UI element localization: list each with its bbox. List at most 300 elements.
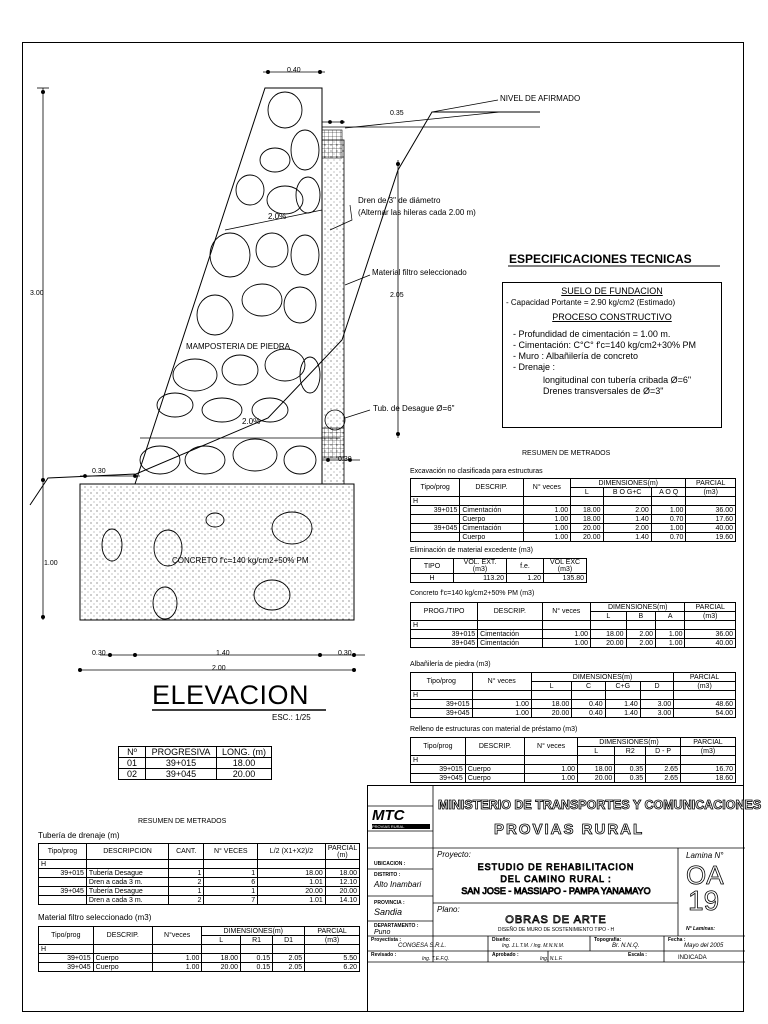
table-header: DIMENSIONES(m) <box>571 479 686 488</box>
distrito-label: DISTRITO : <box>374 872 401 878</box>
table-cell: 39+015 <box>146 758 217 769</box>
table-cell: 2.65 <box>646 774 681 783</box>
provincia-label: PROVINCIA : <box>374 900 405 906</box>
table-header: C <box>572 682 605 691</box>
table-cell: 16.70 <box>680 765 735 774</box>
mtc-logo-sub: PROVIAS RURAL <box>372 824 430 829</box>
filtro-table <box>38 926 360 972</box>
table-row <box>411 515 736 524</box>
departamento-label: DEPARTAMENTO : <box>374 923 419 929</box>
table-cell: 20.00 <box>571 524 603 533</box>
table-header: C+G <box>605 682 640 691</box>
table-cell: 20.00 <box>531 709 571 718</box>
filtro-caption: Material filtro seleccionado (m3) <box>38 913 152 922</box>
table-header: A <box>656 612 685 621</box>
provias-title: PROVIAS RURAL <box>494 821 645 838</box>
table-header: DESCRIP. <box>460 479 523 497</box>
mtc-logo <box>372 808 430 828</box>
table-cell: 39+045 <box>411 774 466 783</box>
table-cell: 18.00 <box>531 700 571 709</box>
resumen-left-title: RESUMEN DE METRADOS <box>138 818 227 825</box>
t3-caption: Concreto f'c=140 kg/cm2+50% PM (m3) <box>410 590 535 597</box>
table-cell: 18.00 <box>591 630 627 639</box>
table-header: VOL. EXT. (m3) <box>454 559 507 574</box>
table-header: R2 <box>615 747 646 756</box>
table-header: DESCRIP. <box>93 927 152 945</box>
table-cell: 1 <box>204 887 258 896</box>
table-header: DESCRIP. <box>478 603 542 621</box>
table-cell: 17.60 <box>686 515 736 524</box>
table-row <box>411 639 736 648</box>
table-header: PROG./TIPO <box>411 603 478 621</box>
elevacion-scale: ESC.: 1/25 <box>272 713 311 722</box>
table-cell: 39+015 <box>39 869 87 878</box>
table-cell: 18.00 <box>571 506 603 515</box>
table-cell: Tubería Desague <box>86 887 168 896</box>
diseno-value: Ing. J.L.T.M. / Ing. M.N.N.M. <box>502 943 565 949</box>
dim-205: 2.05 <box>390 292 404 299</box>
table-row <box>411 621 736 630</box>
specs-line-1: - Profundidad de cimentación = 1.00 m. <box>513 329 671 339</box>
table-cell: 0.15 <box>241 963 273 972</box>
dim-bot-140: 1.40 <box>216 650 230 657</box>
proyectista-value: CONGESA S.R.L. <box>398 943 447 949</box>
table-cell: 1.00 <box>523 515 571 524</box>
table-header: DESCRIPCION <box>86 844 168 860</box>
specs-proceso: PROCESO CONSTRUCTIVO <box>552 312 672 322</box>
table-header: DIMENSIONES(m) <box>577 738 680 747</box>
table-header: (m3) <box>674 682 736 691</box>
table-cell: 39+045 <box>411 709 473 718</box>
ubicacion-label: UBICACION : <box>374 861 406 867</box>
table-cell: 1 <box>169 887 204 896</box>
table-header: PARCIAL <box>680 738 735 747</box>
table-row <box>39 878 360 887</box>
table-cell: 14.10 <box>325 896 359 905</box>
table-header: B O G+C <box>603 488 651 497</box>
table-header: R1 <box>241 936 273 945</box>
table-cell: 02 <box>119 769 146 780</box>
table-header: DIMENSIONES(m) <box>531 673 673 682</box>
table-row <box>411 497 736 506</box>
label-dren-2: (Alternar las hileras cada 2.00 m) <box>358 208 476 217</box>
table-cell: 39+045 <box>39 887 87 896</box>
table-cell: 18.00 <box>258 869 326 878</box>
table-cell: 39+045 <box>411 639 478 648</box>
table-header: D - P <box>646 747 681 756</box>
table-cell: 1.01 <box>258 896 326 905</box>
table-header: Tipo/prog <box>39 844 87 860</box>
table-cell: 1.40 <box>603 533 651 542</box>
t5-caption: Relleno de estructuras con material de préstamo (m3) <box>410 726 578 733</box>
dim-bot-200: 2.00 <box>212 665 226 672</box>
table-header: TIPO <box>411 559 454 574</box>
table-cell: 18.00 <box>202 954 241 963</box>
table-cell: 1.00 <box>656 639 685 648</box>
dim-030-left: 0.30 <box>92 468 106 475</box>
table-header: PROGRESIVA <box>146 747 217 758</box>
table-header: Tipo/prog <box>411 738 466 756</box>
table-row <box>411 574 587 583</box>
table-cell: 39+015 <box>411 765 466 774</box>
table-header: N° veces <box>542 603 590 621</box>
table-cell: 0.35 <box>615 765 646 774</box>
table-cell: 36.00 <box>685 630 736 639</box>
table-cell: 40.00 <box>685 639 736 648</box>
table-row <box>39 887 360 896</box>
table-header: N° veces <box>523 479 571 497</box>
lamina-number: 19 <box>688 885 720 916</box>
table-cell: 1.00 <box>525 774 578 783</box>
table-cell: 1.00 <box>525 765 578 774</box>
provincia-value: Sandia <box>374 907 403 917</box>
albanileria-table <box>410 672 736 718</box>
table-cell: 36.00 <box>686 506 736 515</box>
table-cell: 18.00 <box>217 758 272 769</box>
table-header: Tipo/prog <box>411 673 473 691</box>
table-header: PARCIAL <box>685 603 736 612</box>
table-cell: 39+015 <box>411 700 473 709</box>
table-cell: 54.00 <box>674 709 736 718</box>
drain-gravel-top <box>322 130 342 158</box>
progresiva-table <box>118 746 272 780</box>
table-cell: 2 <box>169 878 204 887</box>
specs-title: ESPECIFICACIONES TECNICAS <box>509 252 692 266</box>
dim-100: 1.00 <box>44 560 58 567</box>
table-cell: 6.20 <box>305 963 360 972</box>
table-header: PARCIAL <box>674 673 736 682</box>
table-cell: Dren a cada 3 m. <box>86 896 168 905</box>
table-row <box>39 860 360 869</box>
escala-value: INDICADA <box>678 955 707 961</box>
table-cell: 1.00 <box>472 700 531 709</box>
table-cell: 18.60 <box>680 774 735 783</box>
proyecto-label: Proyecto: <box>437 850 471 859</box>
table-header: DESCRIP. <box>465 738 524 756</box>
table-cell: 2.00 <box>603 506 651 515</box>
lamina-code: OA <box>686 860 724 890</box>
departamento-value: Puno <box>374 929 391 936</box>
table-cell: H <box>411 497 460 506</box>
table-row <box>411 774 736 783</box>
table-cell: 20.00 <box>202 963 241 972</box>
table-cell <box>411 515 460 524</box>
table-cell: H <box>411 756 466 765</box>
revisado-value: Ing. T.E.F.Q. <box>422 956 450 962</box>
table-cell: H <box>411 574 454 583</box>
table-row <box>119 769 272 780</box>
table-row <box>39 869 360 878</box>
table-cell: Cuerpo <box>460 515 523 524</box>
specs-line-2: - Cimentación: C°C° f'c=140 kg/cm2+30% PM <box>513 340 696 350</box>
table-cell: 39+015 <box>39 954 94 963</box>
table-header: L/2 (X1+X2)/2 <box>258 844 326 860</box>
plano-value: OBRAS DE ARTE <box>505 914 607 926</box>
table-cell: 0.15 <box>241 954 273 963</box>
table-header: A O Q <box>651 488 686 497</box>
dim-bot-030b: 0.30 <box>338 650 352 657</box>
table-cell: 12.10 <box>325 878 359 887</box>
table-cell: 2.00 <box>626 639 655 648</box>
title-block <box>367 785 762 1012</box>
table-cell: Cimentación <box>460 524 523 533</box>
table-header: (m3) <box>680 747 735 756</box>
table-header: f.e. <box>507 559 544 574</box>
label-mamposteria: MAMPOSTERIA DE PIEDRA <box>186 342 291 351</box>
table-row <box>411 524 736 533</box>
specs-line-4: - Drenaje : <box>513 362 556 372</box>
label-slope-lower: 2.0% <box>242 417 261 426</box>
proyectista-label: Proyectista : <box>371 937 402 943</box>
table-header: Tipo/prog <box>411 479 460 497</box>
topografia-label: Topografia: <box>594 937 622 943</box>
table-cell: 135.80 <box>544 574 587 583</box>
excavacion-table <box>410 478 736 542</box>
label-filtro: Material filtro seleccionado <box>372 268 467 277</box>
escala-label: Escala : <box>628 952 647 958</box>
table-header: (m3) <box>686 488 736 497</box>
table-row <box>39 963 360 972</box>
table-row <box>411 603 736 612</box>
table-header: N° veces <box>525 738 578 756</box>
table-cell: 0.40 <box>572 700 605 709</box>
label-concreto: CONCRETO f'c=140 kg/cm2+50% PM <box>172 556 309 565</box>
aprobado-value: Ing. N.L.F. <box>540 956 563 962</box>
table-cell: 1.00 <box>152 963 202 972</box>
table-cell: 19.60 <box>686 533 736 542</box>
specs-box <box>502 282 722 428</box>
table-cell: 7 <box>204 896 258 905</box>
table-header: DIMENSIONES(m) <box>202 927 305 936</box>
table-cell: 1.00 <box>542 630 590 639</box>
table-header: L <box>531 682 571 691</box>
table-cell: 1.40 <box>603 515 651 524</box>
table-cell: 2.00 <box>626 630 655 639</box>
dim-035: 0.35 <box>390 110 404 117</box>
elevacion-title: ELEVACION <box>152 680 310 710</box>
table-row <box>39 844 360 860</box>
table-cell <box>411 533 460 542</box>
table-cell: 18.00 <box>325 869 359 878</box>
revisado-label: Revisado : <box>371 952 397 958</box>
specs-line-3: - Muro : Albañilería de concreto <box>513 351 639 361</box>
table-cell: Cuerpo <box>93 954 152 963</box>
table-header: Nº <box>119 747 146 758</box>
table-header: Tipo/prog <box>39 927 94 945</box>
table-cell: 20.00 <box>325 887 359 896</box>
table-cell: 6 <box>204 878 258 887</box>
table-cell: 1.40 <box>605 709 640 718</box>
table-cell: 2.00 <box>603 524 651 533</box>
table-cell: 1.00 <box>656 630 685 639</box>
distrito-value: Alto Inambari <box>374 880 422 889</box>
specs-capacidad: - Capacidad Portante = 2.90 kg/cm2 (Estimado) <box>506 298 676 307</box>
table-cell: Cimentación <box>478 639 542 648</box>
table-cell: H <box>39 945 94 954</box>
table-cell: Dren a cada 3 m. <box>86 878 168 887</box>
label-nivel-afirmado: NIVEL DE AFIRMADO <box>500 94 581 103</box>
table-header: PARCIAL (m) <box>325 844 359 860</box>
table-cell: 1.00 <box>523 524 571 533</box>
table-cell: Cuerpo <box>465 774 524 783</box>
table-cell: 1.00 <box>523 506 571 515</box>
table-header: B <box>626 612 655 621</box>
table-cell: 5.50 <box>305 954 360 963</box>
resumen-right-title: RESUMEN DE METRADOS <box>522 450 611 457</box>
table-row <box>411 533 736 542</box>
table-header: VOL EXC (m3) <box>544 559 587 574</box>
table-header: L <box>591 612 627 621</box>
label-slope-upper: 2.0% <box>268 212 287 221</box>
table-cell: Cimentación <box>478 630 542 639</box>
table-row <box>119 758 272 769</box>
dim-030-right: 0.30 <box>338 456 352 463</box>
table-cell: 1.20 <box>507 574 544 583</box>
proyecto-line-1: ESTUDIO DE REHABILITACION <box>477 862 635 872</box>
table-cell: 113.20 <box>454 574 507 583</box>
table-cell: 0.70 <box>651 533 686 542</box>
table-row <box>411 691 736 700</box>
table-cell: H <box>411 691 473 700</box>
table-cell: 0.35 <box>615 774 646 783</box>
table-cell: 0.40 <box>572 709 605 718</box>
dim-top-width: 0.40 <box>287 67 301 74</box>
table-header: PARCIAL <box>686 479 736 488</box>
mtc-logo-text: MTC <box>372 807 405 824</box>
table-header: PARCIAL <box>305 927 360 936</box>
table-cell: 39+045 <box>146 769 217 780</box>
dim-300: 3.00 <box>30 290 44 297</box>
table-cell: H <box>39 860 87 869</box>
table-cell: 1.01 <box>258 878 326 887</box>
table-cell: 2.05 <box>273 954 305 963</box>
table-cell: 18.00 <box>577 765 614 774</box>
table-row <box>411 700 736 709</box>
table-cell: Cuerpo <box>460 533 523 542</box>
t4-caption: Albañilería de piedra (m3) <box>410 661 491 668</box>
fecha-label: Fecha : <box>668 937 686 943</box>
table-cell <box>39 896 87 905</box>
table-row <box>39 896 360 905</box>
specs-suelo: SUELO DE FUNDACION <box>561 286 663 296</box>
table-row <box>411 709 736 718</box>
plano-label: Plano: <box>437 905 460 914</box>
table-cell: 20.00 <box>571 533 603 542</box>
table-cell: H <box>411 621 478 630</box>
table-cell: 39+045 <box>39 963 94 972</box>
table-header: LONG. (m) <box>217 747 272 758</box>
table-row <box>119 747 272 758</box>
table-row <box>411 673 736 682</box>
label-dren-1: Dren de 3" de diámetro <box>358 196 441 205</box>
table-header: D <box>640 682 673 691</box>
table-header: (m3) <box>685 612 736 621</box>
table-cell: Cuerpo <box>93 963 152 972</box>
label-tub-desague: Tub. de Desague Ø=6" <box>373 404 455 413</box>
dim-bot-030a: 0.30 <box>92 650 106 657</box>
specs-line-5: longitudinal con tubería cribada Ø=6" <box>543 375 692 385</box>
table-header: D1 <box>273 936 305 945</box>
fecha-value: Mayo del 2005 <box>684 943 724 949</box>
table-cell: 1.00 <box>542 639 590 648</box>
masonry-wall-body <box>135 88 322 484</box>
table-row <box>39 927 360 936</box>
specs-line-6: Drenes transversales de Ø=3" <box>543 386 664 396</box>
table-header: L <box>577 747 614 756</box>
diseno-label: Diseño: <box>492 937 511 943</box>
table-cell: 40.00 <box>686 524 736 533</box>
table-cell: 3.00 <box>640 709 673 718</box>
concreto-table <box>410 602 736 648</box>
aprobado-label: Aprobado : <box>492 952 519 958</box>
table-row <box>39 945 360 954</box>
table-cell: 1.00 <box>152 954 202 963</box>
proyecto-line-2: DEL CAMINO RURAL : <box>500 874 612 884</box>
table-cell <box>39 878 87 887</box>
table-header: DIMENSIONES(m) <box>591 603 685 612</box>
table-header: N°veces <box>152 927 202 945</box>
table-cell: 1.40 <box>605 700 640 709</box>
lamina-label: Lamina N° <box>686 851 724 860</box>
table-cell: 39+045 <box>411 524 460 533</box>
table-cell: 1.00 <box>472 709 531 718</box>
topografia-value: Br. N.N.Q. <box>612 943 640 949</box>
tuberia-table <box>38 843 360 905</box>
table-cell: 2 <box>169 896 204 905</box>
table-cell: 20.00 <box>217 769 272 780</box>
table-header: L <box>202 936 241 945</box>
relleno-table <box>410 737 736 783</box>
table-cell: 1 <box>169 869 204 878</box>
n-laminas-label: N° Laminas: <box>686 926 715 932</box>
table-cell: Cuerpo <box>465 765 524 774</box>
table-cell: 1.00 <box>651 506 686 515</box>
drain-gravel-bottom <box>322 428 344 458</box>
table-cell: Cimentación <box>460 506 523 515</box>
table-header: N° VECES <box>204 844 258 860</box>
t1-caption: Excavación no clasificada para estructuras <box>410 468 543 475</box>
table-row <box>411 630 736 639</box>
table-cell: 1.00 <box>651 524 686 533</box>
table-cell: 3.00 <box>640 700 673 709</box>
table-cell: Tubería Desague <box>86 869 168 878</box>
t2-caption: Eliminación de material excedente (m3) <box>410 547 533 554</box>
table-cell: 01 <box>119 758 146 769</box>
table-cell: 18.00 <box>571 515 603 524</box>
table-cell: 2.65 <box>646 765 681 774</box>
table-header: N° veces <box>472 673 531 691</box>
table-cell: 48.60 <box>674 700 736 709</box>
table-header: L <box>571 488 603 497</box>
table-cell: 20.00 <box>577 774 614 783</box>
table-cell: 39+015 <box>411 630 478 639</box>
table-cell: 20.00 <box>591 639 627 648</box>
table-header: CANT. <box>169 844 204 860</box>
proyecto-line-3: SAN JOSE - MASSIAPO - PAMPA YANAMAYO <box>461 886 651 896</box>
table-row <box>411 738 736 747</box>
ministerio-title: MINISTERIO DE TRANSPORTES Y COMUNICACIONES <box>438 798 762 812</box>
table-cell: 0.70 <box>651 515 686 524</box>
table-cell: 2.05 <box>273 963 305 972</box>
table-cell: 20.00 <box>258 887 326 896</box>
table-row <box>39 954 360 963</box>
table-cell: 39+015 <box>411 506 460 515</box>
table-cell: 1 <box>204 869 258 878</box>
table-cell: 1.00 <box>523 533 571 542</box>
table-row <box>411 479 736 488</box>
table-row <box>411 765 736 774</box>
table-row <box>411 756 736 765</box>
